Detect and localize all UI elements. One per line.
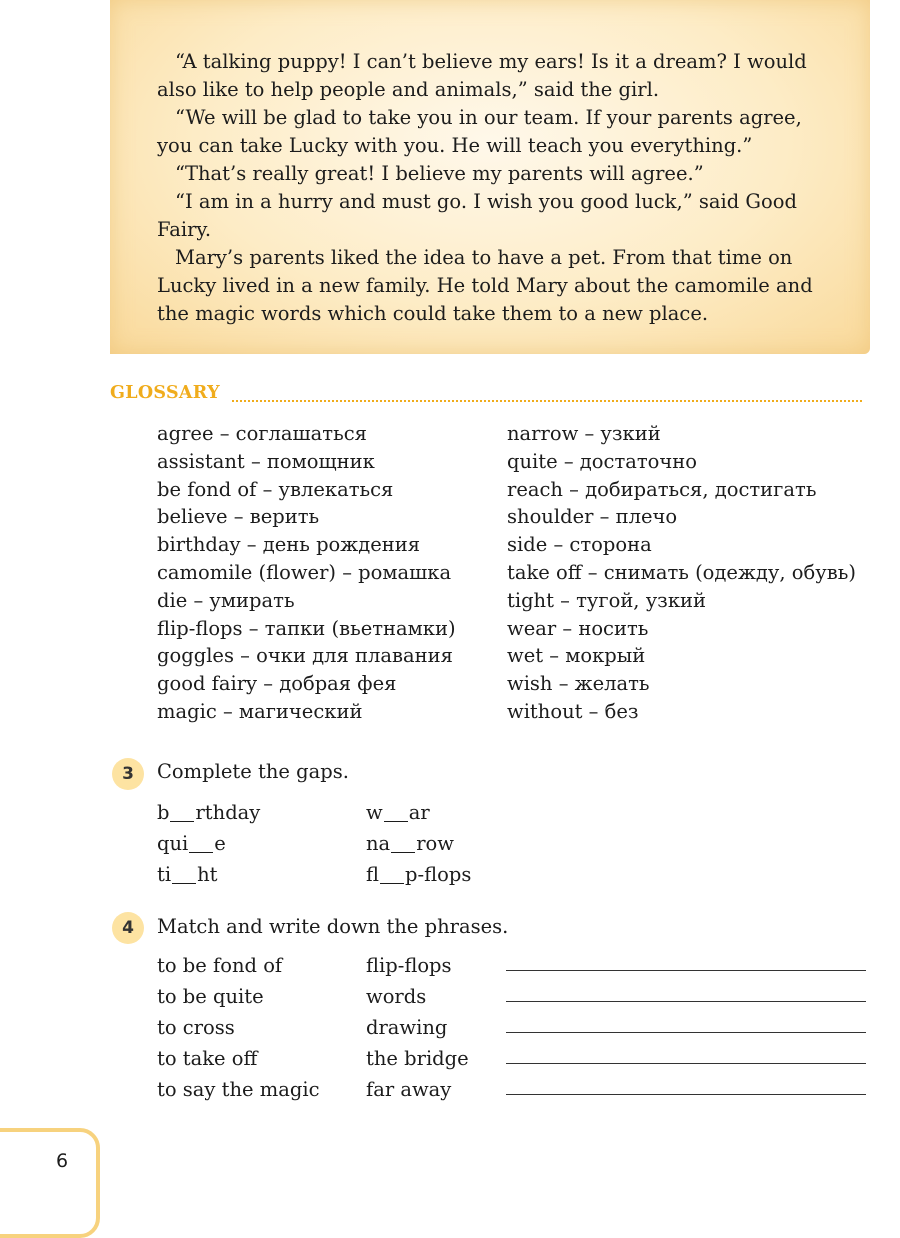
match-left-phrase: to take off (157, 1047, 258, 1070)
gap-blank[interactable] (170, 801, 194, 822)
glossary-entry: believe – верить (157, 505, 320, 529)
gap-item (157, 829, 226, 855)
exercise-3-instruction: Complete the gaps. (157, 760, 349, 783)
gap-blank[interactable] (384, 801, 408, 822)
glossary-entry: die – умирать (157, 588, 295, 612)
match-right-phrase: the bridge (366, 1047, 469, 1070)
answer-line[interactable] (506, 1032, 866, 1033)
gap-prefix: b (157, 801, 170, 824)
answer-line[interactable] (506, 1063, 866, 1064)
glossary-entry: birthday – день рождения (157, 533, 421, 557)
gap-blank[interactable] (189, 832, 213, 853)
match-left-phrase: to be quite (157, 985, 264, 1008)
glossary-entry: without – без (507, 699, 639, 723)
glossary-entry: goggles – очки для плавания (157, 644, 453, 668)
glossary-column-left (157, 420, 456, 726)
match-right-phrase: drawing (366, 1016, 448, 1039)
gap-suffix: row (416, 832, 454, 855)
gap-suffix: e (214, 832, 226, 855)
glossary-dotted-rule (232, 400, 862, 402)
match-right-phrase: far away (366, 1078, 452, 1101)
answer-line[interactable] (506, 970, 866, 971)
exercise-4-number-badge: 4 (112, 912, 144, 944)
gap-blank[interactable] (391, 832, 415, 853)
gap-suffix: p-flops (405, 863, 472, 886)
gap-prefix: w (366, 801, 383, 824)
glossary-entry: narrow – узкий (507, 422, 661, 445)
match-left-phrase: to be fond of (157, 954, 283, 977)
gap-suffix: ht (197, 863, 218, 886)
exercise-4-instruction: Match and write down the phrases. (157, 915, 509, 938)
story-paragraph: “We will be glad to take you in our team. If your parents agree, you can take Lucky with you. He will teach you everything.” (157, 106, 802, 157)
glossary-entry: wear – носить (507, 616, 649, 640)
glossary-column-right (507, 420, 856, 726)
gap-item (157, 860, 217, 886)
gap-suffix: ar (408, 801, 430, 824)
glossary-entry: take off – снимать (одежду, обувь) (507, 560, 856, 584)
glossary-entry: be fond of – увлекаться (157, 477, 394, 501)
exercise-3-number-badge: 3 (112, 758, 144, 790)
glossary-entry: assistant – помощник (157, 449, 375, 473)
glossary-entry: side – сторона (507, 533, 652, 557)
story-paragraph: “I am in a hurry and must go. I wish you good luck,” said Good Fairy. (157, 190, 797, 241)
glossary-entry: camomile (flower) – ромашка (157, 560, 452, 584)
glossary-entry: magic – магический (157, 699, 363, 723)
match-left-phrase: to say the magic (157, 1078, 320, 1101)
page-number: 6 (56, 1150, 69, 1172)
glossary-entry: quite – достаточно (507, 449, 698, 473)
gap-item (157, 798, 260, 824)
glossary-entry: agree – соглашаться (157, 422, 367, 445)
glossary-entry: good fairy – добрая фея (157, 672, 397, 696)
gap-suffix: rthday (195, 801, 261, 824)
answer-line[interactable] (506, 1001, 866, 1002)
story-paragraph: Mary’s parents liked the idea to have a pet. From that time on Lucky lived in a new family. He told Mary about the camomile and the magic words which could take them to a new place. (157, 246, 813, 325)
gap-prefix: ti (157, 863, 172, 886)
gap-prefix: na (366, 832, 391, 855)
gap-prefix: fl (366, 863, 380, 886)
answer-line[interactable] (506, 1094, 866, 1095)
match-left-phrase: to cross (157, 1016, 235, 1039)
glossary-entry: wish – желать (507, 672, 650, 696)
glossary-entry: tight – тугой, узкий (507, 588, 706, 612)
match-right-phrase: words (366, 985, 427, 1008)
gap-item (366, 798, 430, 824)
glossary-entry: flip-flops – тапки (вьетнамки) (157, 616, 456, 640)
glossary-entry: wet – мокрый (507, 644, 646, 668)
page-number-frame (0, 1128, 100, 1238)
gap-blank[interactable] (172, 863, 196, 884)
story-paragraph: “A talking puppy! I can’t believe my ears! Is it a dream? I would also like to help people and animals,” said the girl. (157, 50, 807, 101)
glossary-heading: GLOSSARY (110, 383, 220, 403)
match-right-phrase: flip-flops (366, 954, 452, 977)
gap-prefix: qui (157, 832, 189, 855)
story-text (157, 48, 827, 328)
glossary-entry: reach – добираться, достигать (507, 477, 817, 501)
story-paragraph: “That’s really great! I believe my parents will agree.” (175, 162, 704, 185)
gap-item (366, 829, 454, 855)
glossary-entry: shoulder – плечо (507, 505, 678, 529)
gap-item (366, 860, 471, 886)
gap-blank[interactable] (380, 863, 404, 884)
